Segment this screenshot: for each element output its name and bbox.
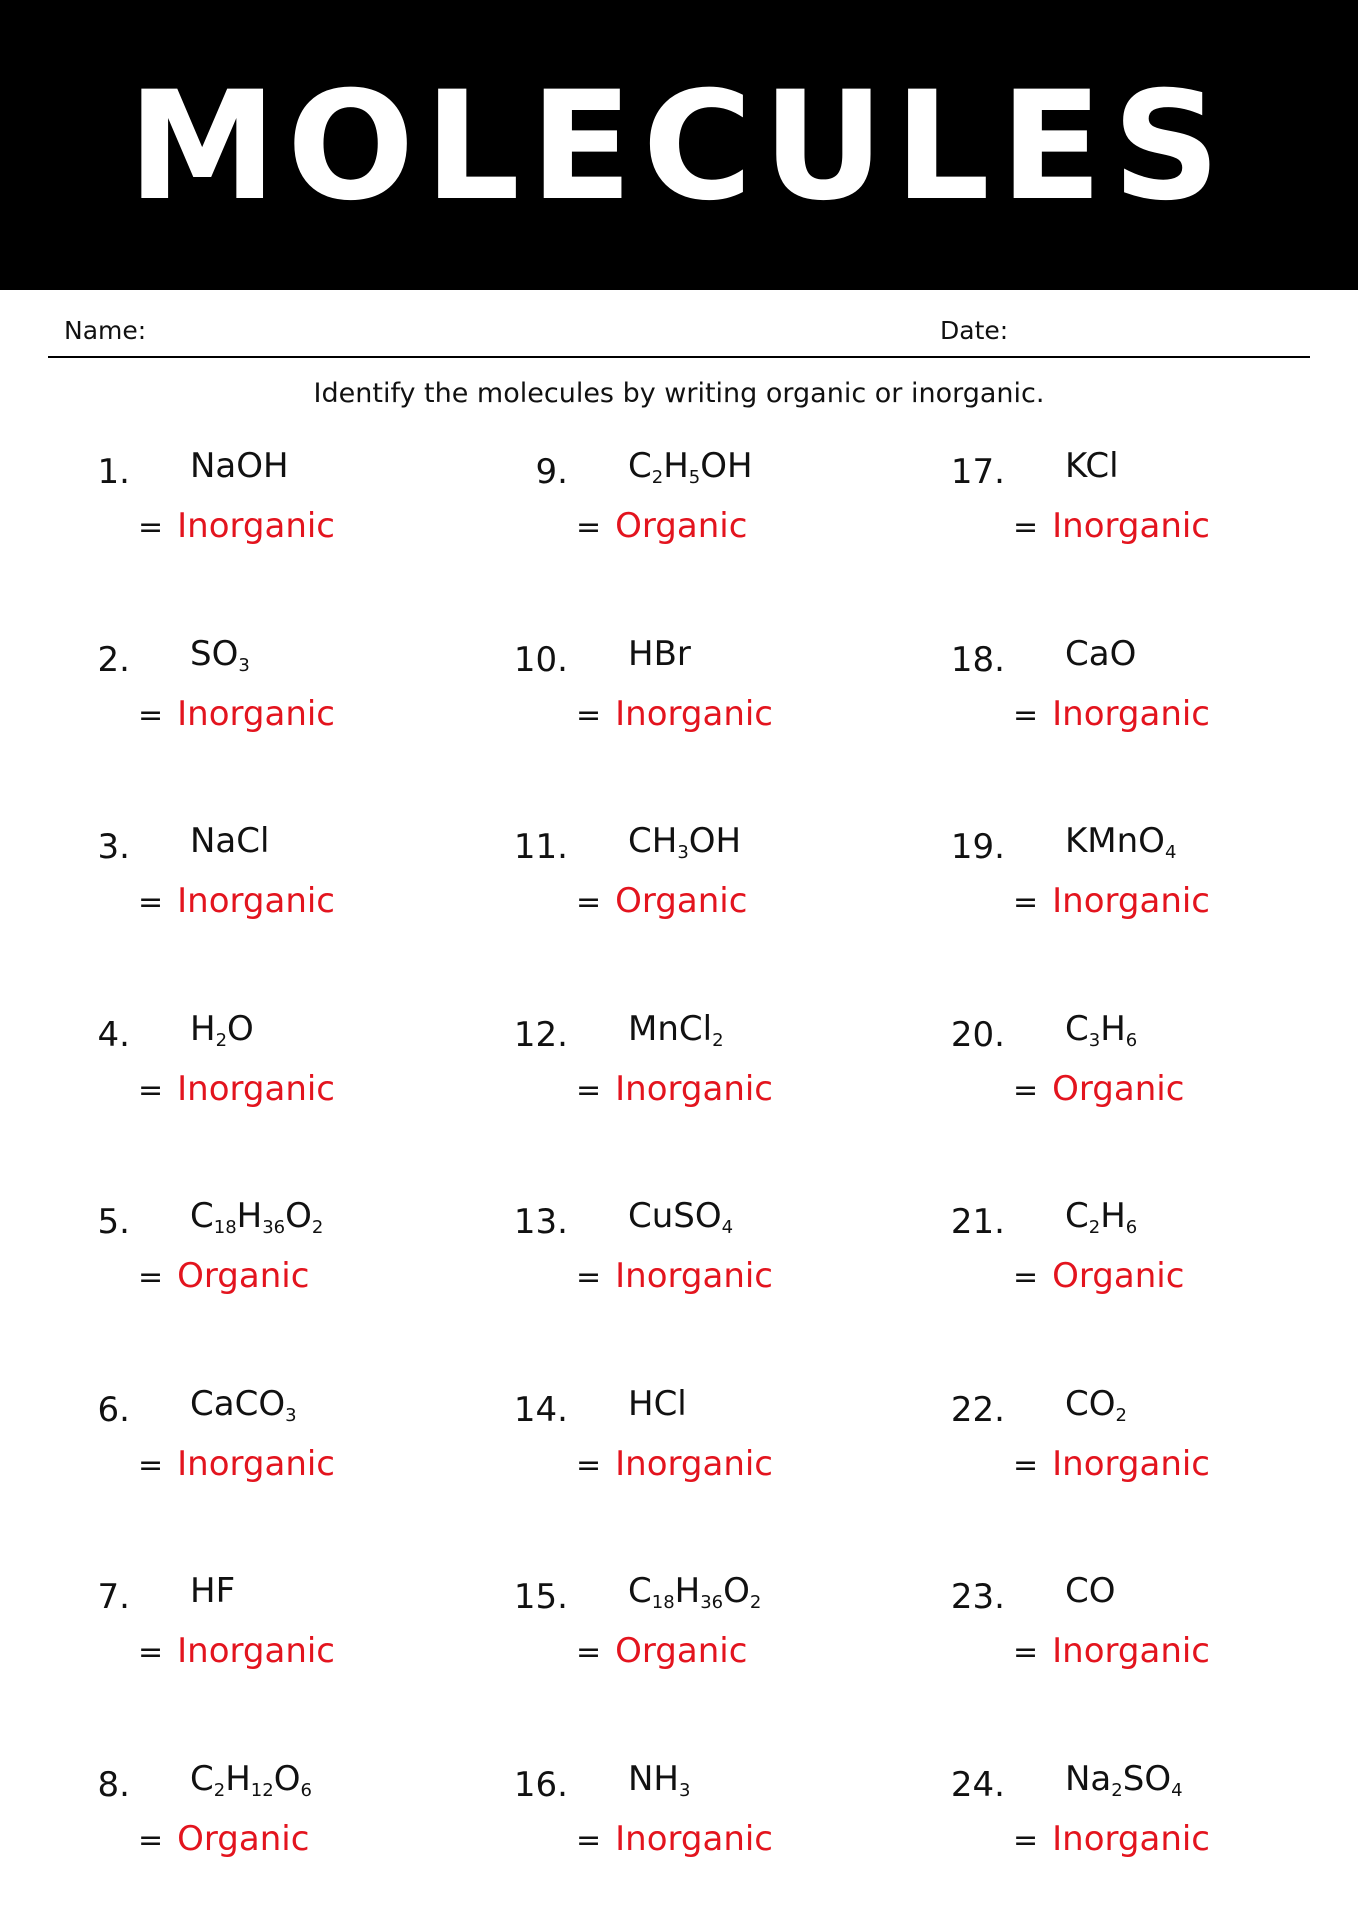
formula-element: O (723, 1571, 750, 1611)
question-number: 22. (950, 1389, 1005, 1430)
formula-subscript: 6 (300, 1779, 312, 1801)
chemical-formula (190, 1009, 254, 1049)
instructions: Identify the molecules by writing organic or inorganic. (313, 378, 1045, 409)
question-item (60, 1190, 480, 1340)
answer-row (138, 1819, 309, 1859)
formula-element: CO (1065, 1383, 1116, 1424)
equals-sign: = (576, 697, 602, 733)
chemical-formula (628, 1571, 761, 1611)
question-item (935, 1753, 1355, 1903)
formula-element: SO (1122, 1758, 1172, 1799)
answer-text: Inorganic (177, 1631, 336, 1671)
chemical-formula (628, 1759, 690, 1799)
formula-subscript: 6 (1125, 1029, 1138, 1051)
formula-element: C (628, 446, 652, 486)
answer-text: Inorganic (1052, 506, 1211, 546)
formula-subscript: 18 (213, 1217, 237, 1238)
formula-subscript: 2 (712, 1029, 724, 1051)
equals-sign: = (1013, 510, 1039, 545)
answer-row (1013, 1069, 1184, 1109)
formula-element: CuSO (628, 1196, 722, 1236)
question-number: 2. (97, 639, 130, 680)
formula-subscript: 2 (1111, 1779, 1123, 1801)
formula-element: CaCO (190, 1383, 286, 1424)
chemical-formula (628, 821, 741, 861)
question-grid (0, 440, 1358, 1910)
formula-element: CO (1065, 1571, 1116, 1611)
formula-element: C (190, 1758, 214, 1799)
formula-element: HBr (628, 633, 691, 674)
chemical-formula (190, 446, 289, 486)
answer-row (576, 1819, 773, 1859)
answer-row (138, 506, 335, 546)
chemical-formula (190, 1384, 297, 1424)
formula-element: H (674, 1571, 701, 1611)
question-number: 14. (513, 1389, 568, 1430)
question-item (498, 1753, 918, 1903)
formula-element: CH (628, 821, 678, 861)
chemical-formula (1065, 1759, 1183, 1799)
question-item (498, 1003, 918, 1153)
answer-text: Inorganic (177, 506, 336, 546)
answer-row (576, 1444, 773, 1484)
question-number: 9. (535, 452, 568, 492)
question-number: 10. (513, 639, 568, 680)
question-item (498, 1565, 918, 1715)
formula-subscript: 4 (1171, 1779, 1183, 1801)
chemical-formula (1065, 446, 1119, 486)
question-item (935, 815, 1355, 965)
question-number: 12. (513, 1014, 568, 1055)
chemical-formula (1065, 1196, 1137, 1236)
answer-text: Organic (615, 881, 748, 921)
chemical-formula (628, 1384, 687, 1424)
chemical-formula (1065, 1571, 1116, 1611)
formula-element: KMnO (1065, 821, 1165, 861)
answer-row (576, 694, 773, 734)
equals-sign: = (1013, 1822, 1039, 1858)
question-number: 11. (513, 827, 568, 867)
answer-text: Inorganic (615, 1256, 774, 1296)
formula-subscript: 2 (213, 1779, 226, 1801)
question-item (935, 1190, 1355, 1340)
question-number: 4. (97, 1014, 130, 1055)
question-number: 8. (97, 1764, 130, 1805)
chemical-formula (1065, 821, 1176, 861)
answer-row (576, 506, 747, 546)
chemical-formula (628, 634, 691, 674)
formula-subscript: 5 (688, 467, 701, 488)
question-number: 24. (950, 1764, 1005, 1805)
question-number: 1. (97, 452, 130, 492)
chemical-formula (628, 446, 753, 486)
answer-text: Organic (1052, 1256, 1185, 1296)
question-item (935, 1003, 1355, 1153)
formula-subscript: 36 (262, 1217, 286, 1238)
formula-element: O (285, 1196, 312, 1236)
answer-text: Inorganic (1052, 1631, 1211, 1671)
equals-sign: = (1013, 1635, 1039, 1670)
answer-text: Inorganic (177, 693, 336, 734)
question-item (60, 1378, 480, 1528)
answer-text: Inorganic (615, 1818, 774, 1859)
formula-subscript: 18 (651, 1592, 675, 1613)
formula-element: O (273, 1758, 301, 1799)
equals-sign: = (1013, 885, 1039, 920)
question-item (60, 440, 480, 590)
formula-element: C (1065, 1008, 1089, 1049)
formula-subscript: 2 (1115, 1404, 1127, 1426)
answer-row (138, 1256, 309, 1296)
chemical-formula (190, 1196, 323, 1236)
chemical-formula (190, 821, 269, 861)
question-item (60, 1003, 480, 1153)
question-number: 13. (513, 1202, 568, 1242)
answer-row (1013, 1444, 1210, 1484)
question-item (60, 628, 480, 778)
equals-sign: = (1013, 1260, 1039, 1295)
answer-row (138, 1069, 335, 1109)
answer-row (138, 1444, 335, 1484)
question-item (498, 815, 918, 965)
question-item (498, 440, 918, 590)
answer-text: Inorganic (177, 881, 336, 921)
question-number: 19. (950, 827, 1005, 867)
equals-sign: = (138, 697, 164, 733)
equals-sign: = (1013, 1447, 1039, 1483)
formula-subscript: 3 (677, 842, 689, 863)
formula-element: HCl (628, 1383, 687, 1424)
question-item (60, 1753, 480, 1903)
chemical-formula (190, 1571, 235, 1611)
formula-subscript: 3 (285, 1404, 297, 1426)
question-item (935, 1565, 1355, 1715)
chemical-formula (190, 1759, 312, 1799)
formula-element: H (225, 1758, 251, 1799)
answer-row (1013, 881, 1210, 921)
question-item (498, 628, 918, 778)
equals-sign: = (1013, 697, 1039, 733)
question-number: 5. (97, 1202, 130, 1242)
formula-element: H (663, 446, 689, 486)
formula-element: H (236, 1196, 263, 1236)
question-number: 15. (513, 1577, 568, 1617)
equals-sign: = (576, 1260, 602, 1295)
formula-subscript: 3 (1088, 1029, 1101, 1051)
question-item (935, 1378, 1355, 1528)
formula-element: C (1065, 1196, 1089, 1236)
answer-row (1013, 506, 1210, 546)
answer-row (138, 1631, 335, 1671)
answer-row (1013, 1631, 1210, 1671)
answer-text: Inorganic (615, 1068, 774, 1109)
question-number: 21. (950, 1202, 1005, 1242)
formula-element: Na (1065, 1758, 1112, 1799)
chemical-formula (1065, 1009, 1137, 1049)
answer-row (576, 1256, 773, 1296)
equals-sign: = (1013, 1072, 1039, 1108)
formula-element: NaCl (190, 821, 270, 861)
formula-subscript: 4 (721, 1217, 734, 1238)
name-label: Name: (64, 316, 147, 345)
formula-subscript: 4 (1164, 842, 1177, 863)
formula-element: OH (700, 446, 753, 486)
answer-row (1013, 1256, 1184, 1296)
question-item (935, 440, 1355, 590)
equals-sign: = (138, 1447, 164, 1483)
equals-sign: = (138, 885, 164, 920)
answer-text: Inorganic (1052, 881, 1211, 921)
question-item (498, 1190, 918, 1340)
answer-row (1013, 694, 1210, 734)
answer-text: Inorganic (1052, 1443, 1211, 1484)
formula-element: C (628, 1571, 652, 1611)
formula-subscript: 6 (1125, 1217, 1138, 1238)
answer-text: Inorganic (615, 1443, 774, 1484)
title-banner (0, 0, 1358, 290)
formula-element: KCl (1065, 446, 1119, 486)
question-number: 20. (950, 1014, 1005, 1055)
question-number: 23. (950, 1577, 1005, 1617)
question-item (60, 1565, 480, 1715)
formula-element: H (190, 1008, 216, 1049)
answer-text: Organic (177, 1818, 310, 1859)
question-number: 3. (97, 827, 130, 867)
date-label: Date: (940, 316, 1009, 345)
answer-text: Organic (615, 506, 748, 546)
equals-sign: = (576, 1072, 602, 1108)
chemical-formula (1065, 1384, 1127, 1424)
page-title: MOLECULES (127, 60, 1231, 234)
formula-element: OH (688, 821, 742, 861)
answer-text: Inorganic (1052, 693, 1211, 734)
equals-sign: = (576, 1447, 602, 1483)
answer-row (1013, 1819, 1210, 1859)
formula-subscript: 2 (749, 1592, 762, 1613)
equals-sign: = (576, 510, 602, 545)
equals-sign: = (138, 510, 164, 545)
chemical-formula (1065, 634, 1136, 674)
chemical-formula (190, 634, 250, 674)
equals-sign: = (138, 1822, 164, 1858)
formula-subscript: 3 (679, 1779, 691, 1801)
question-number: 16. (513, 1764, 568, 1805)
equals-sign: = (576, 1822, 602, 1858)
answer-text: Inorganic (177, 1443, 336, 1484)
answer-text: Inorganic (1052, 1818, 1211, 1859)
answer-row (138, 881, 335, 921)
formula-element: O (227, 1008, 254, 1049)
question-item (498, 1378, 918, 1528)
question-item (60, 815, 480, 965)
formula-element: MnCl (628, 1008, 713, 1049)
answer-row (138, 694, 335, 734)
answer-text: Organic (615, 1631, 748, 1671)
formula-subscript: 2 (215, 1029, 228, 1051)
equals-sign: = (576, 1635, 602, 1670)
answer-row (576, 1069, 773, 1109)
answer-text: Organic (177, 1256, 310, 1296)
formula-subscript: 2 (1088, 1217, 1101, 1238)
formula-element: HF (190, 1571, 236, 1611)
formula-element: NaOH (190, 446, 289, 486)
chemical-formula (628, 1009, 724, 1049)
question-item (935, 628, 1355, 778)
question-number: 17. (950, 452, 1005, 492)
question-number: 18. (950, 639, 1005, 680)
equals-sign: = (138, 1260, 164, 1295)
answer-text: Inorganic (615, 693, 774, 734)
chemical-formula (628, 1196, 733, 1236)
equals-sign: = (138, 1635, 164, 1670)
formula-element: H (1100, 1008, 1126, 1049)
formula-subscript: 2 (651, 467, 664, 488)
question-number: 7. (97, 1577, 130, 1617)
formula-element: CaO (1065, 633, 1137, 674)
equals-sign: = (138, 1072, 164, 1108)
formula-subscript: 12 (250, 1779, 274, 1801)
question-number: 6. (97, 1389, 130, 1430)
equals-sign: = (576, 885, 602, 920)
formula-subscript: 3 (238, 654, 250, 676)
formula-element: H (1100, 1196, 1126, 1236)
answer-row (576, 1631, 747, 1671)
answer-text: Inorganic (177, 1068, 336, 1109)
answer-row (576, 881, 747, 921)
answer-text: Organic (1052, 1068, 1185, 1109)
formula-subscript: 36 (700, 1592, 724, 1613)
formula-element: C (190, 1196, 214, 1236)
formula-element: SO (190, 633, 239, 674)
name-date-line (48, 312, 1310, 358)
formula-subscript: 2 (311, 1217, 324, 1238)
formula-element: NH (628, 1758, 679, 1799)
